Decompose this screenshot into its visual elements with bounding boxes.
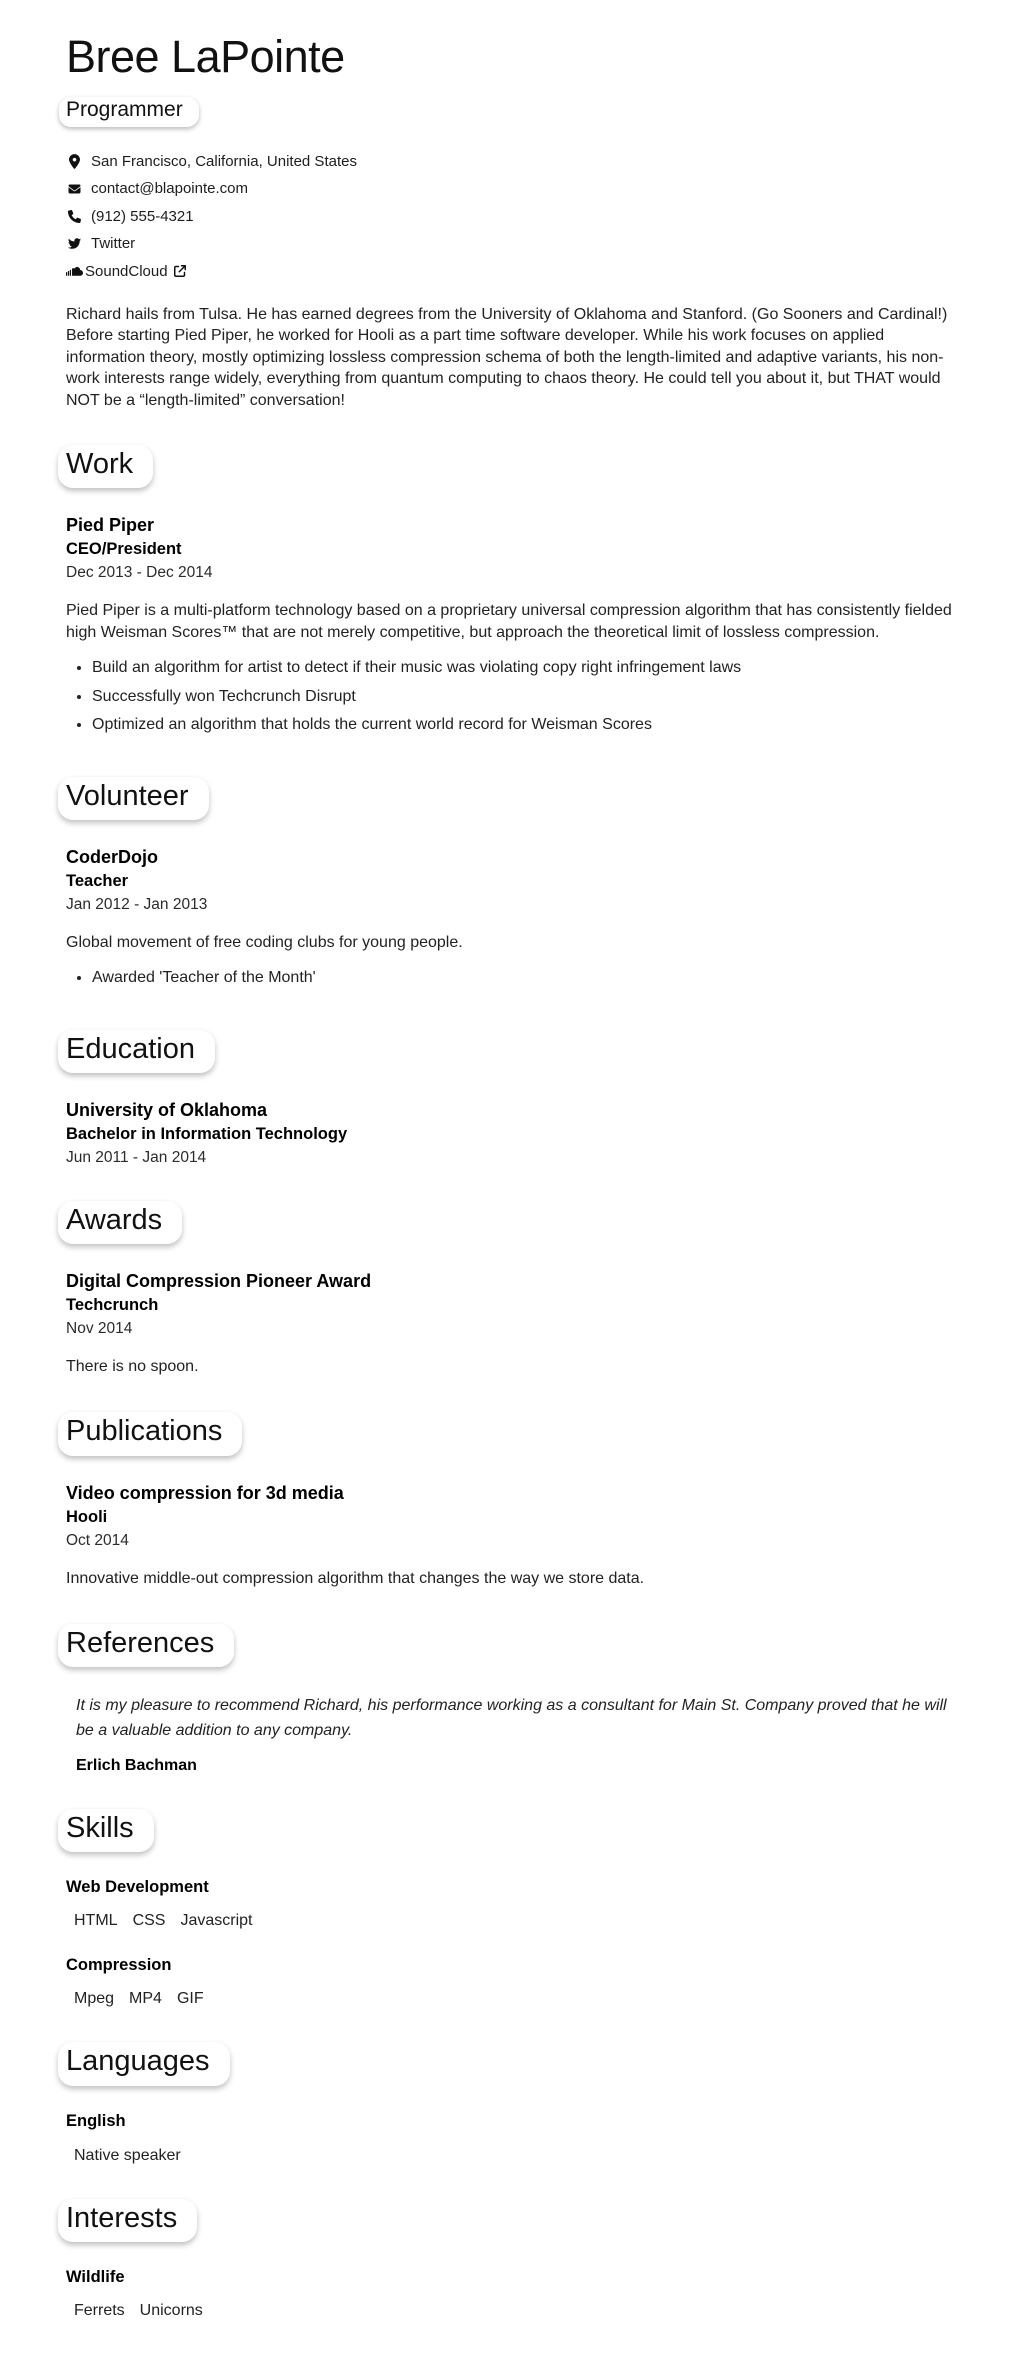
keyword: GIF [176, 1990, 204, 2008]
publication-date: Oct 2014 [66, 1531, 129, 1549]
language-fluency: Native speaker [74, 2146, 181, 2164]
highlight-item: • Build an algorithm for artist to detect if their music was violating copy right infringement laws [92, 657, 966, 678]
location-text: San Francisco, California, United States [91, 152, 357, 170]
publication-summary: Innovative middle-out compression algorithm that changes the way we store data. [66, 1569, 645, 1587]
work-highlights [66, 657, 966, 735]
skill-group-name: Web Development [66, 1878, 209, 1897]
skill-keywords [74, 1912, 966, 1930]
email-icon [66, 183, 83, 195]
award-title: Digital Compression Pioneer Award [66, 1271, 372, 1292]
contact-email [66, 180, 966, 197]
highlight-item: • Successfully won Techcrunch Disrupt [92, 686, 966, 707]
contact-list [66, 153, 966, 280]
publisher: Hooli [66, 1507, 108, 1526]
job-title-badge: Programmer [59, 97, 199, 127]
award-summary: There is no spoon. [66, 1358, 199, 1376]
section-education [66, 996, 966, 1167]
work-entry [66, 515, 966, 735]
section-title-awards: Awards [58, 1201, 182, 1244]
position: CEO/President [66, 540, 182, 559]
section-references [66, 1590, 966, 1775]
organization-name: CoderDojo [66, 847, 158, 868]
section-interests [66, 2165, 966, 2320]
section-title-languages: Languages [58, 2042, 230, 2085]
award-date: Nov 2014 [66, 1320, 133, 1338]
position: Teacher [66, 872, 129, 891]
section-title-references: References [58, 1624, 234, 1667]
section-skills [66, 1775, 966, 2008]
section-awards [66, 1167, 966, 1378]
section-title-volunteer: Volunteer [58, 777, 209, 820]
keyword: Mpeg [74, 1990, 115, 2008]
company-name: Pied Piper [66, 515, 155, 536]
location-icon [66, 154, 83, 169]
skill-keywords [74, 1990, 966, 2008]
section-title-education: Education [58, 1030, 215, 1073]
page-title: Bree LaPointe [66, 31, 345, 82]
publication-entry [66, 1483, 966, 1590]
keyword: Ferrets [74, 2302, 125, 2320]
date-range: Jun 2011 - Jan 2014 [66, 1149, 207, 1167]
twitter-icon [66, 237, 83, 250]
section-volunteer [66, 743, 966, 988]
resume-header [66, 32, 966, 411]
interest-name: Wildlife [66, 2268, 125, 2287]
reference-quote: It is my pleasure to recommend Richard, his performance working as a consultant for Main St. Company proved that he will be a valuable addition to any company. [76, 1697, 947, 1740]
section-title-skills: Skills [58, 1809, 154, 1852]
skill-group-name: Compression [66, 1956, 172, 1975]
keyword: HTML [74, 1912, 118, 1930]
language-name: English [66, 2111, 126, 2130]
work-summary: Pied Piper is a multi-platform technology based on a proprietary universal compression algorithm that has consistently fielded high Weisman Scores™ that are not merely competitive, but approach the theoretical limit of lossless compression. [66, 602, 952, 642]
keyword: CSS [132, 1912, 166, 1930]
volunteer-summary: Global movement of free coding clubs for young people. [66, 934, 463, 952]
section-languages [66, 2008, 966, 2164]
volunteer-entry [66, 847, 966, 988]
date-range: Jan 2012 - Jan 2013 [66, 896, 208, 914]
soundcloud-link[interactable]: SoundCloud [85, 262, 168, 280]
external-link-icon [174, 265, 186, 277]
email-text: contact@blapointe.com [91, 180, 248, 197]
award-entry [66, 1271, 966, 1378]
interest-keywords [74, 2302, 966, 2320]
contact-phone [66, 208, 966, 225]
section-publications [66, 1378, 966, 1589]
volunteer-highlights [66, 967, 966, 988]
contact-twitter [66, 235, 966, 252]
phone-text: (912) 555-4321 [91, 207, 194, 225]
keyword: MP4 [129, 1990, 162, 2008]
section-title-publications: Publications [58, 1412, 242, 1455]
highlight-item: • Awarded 'Teacher of the Month' [92, 967, 966, 988]
keyword: Javascript [180, 1912, 253, 1930]
phone-icon [66, 210, 83, 223]
profile-summary: Richard hails from Tulsa. He has earned degrees from the University of Oklahoma and Stanford. (Go Sooners and Cardinal!) Before starting Pied Piper, he worked for Hooli as a part time software developer. While his work focuses on applied information theory, mostly optimizing lossless compression schema of both the length-limited and adaptive variants, his non-work interests range widely, everything from quantum computing to chaos theory. He could tell you about it, but THAT would NOT be a “length-limited” conversation! [66, 305, 948, 409]
contact-soundcloud [66, 263, 966, 280]
education-entry [66, 1100, 966, 1167]
twitter-link[interactable]: Twitter [91, 235, 136, 252]
contact-location [66, 153, 966, 170]
reference-name: Erlich Bachman [76, 1757, 197, 1775]
highlight-item: • Optimized an algorithm that holds the current world record for Weisman Scores [92, 714, 966, 735]
section-work [66, 411, 966, 735]
section-title-interests: Interests [58, 2199, 197, 2242]
publication-title: Video compression for 3d media [66, 1482, 344, 1503]
degree: Bachelor in Information Technology [66, 1125, 348, 1144]
awarder: Techcrunch [66, 1296, 159, 1315]
date-range: Dec 2013 - Dec 2014 [66, 564, 213, 582]
keyword: Unicorns [139, 2302, 203, 2320]
institution-name: University of Oklahoma [66, 1100, 268, 1121]
section-title-work: Work [58, 445, 153, 488]
soundcloud-icon [66, 266, 83, 277]
